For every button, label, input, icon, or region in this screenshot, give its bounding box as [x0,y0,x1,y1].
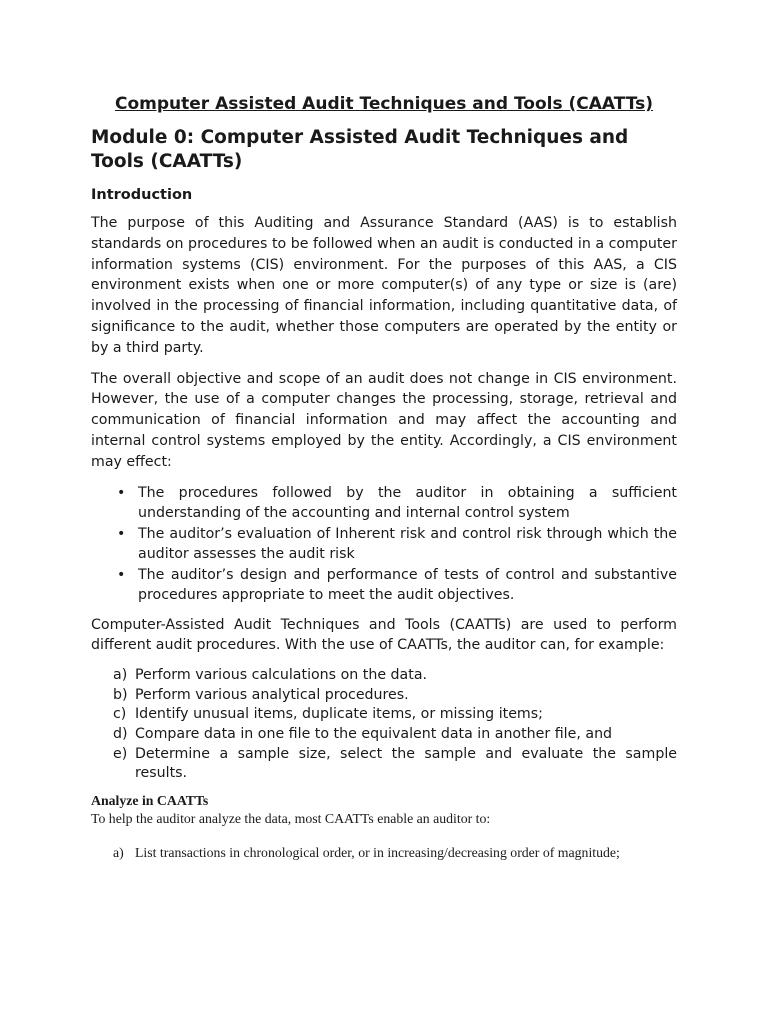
analyze-heading: Analyze in CAATTs [91,792,209,808]
list-item [91,725,677,745]
list-marker: d) [113,725,128,742]
list-item-text: List transactions in chronological order, or in increasing/decreasing order of magnitude; [135,844,620,860]
list-item-text: Identify unusual items, duplicate items, or missing items; [135,706,543,723]
list-item [91,745,677,784]
analyze-intro: To help the auditor analyze the data, most CAATTs enable an auditor to: [91,810,491,826]
list-item-text: The auditor’s evaluation of Inherent risk and control risk through which the auditor assesses the audit risk [138,525,677,563]
list-item-text: Determine a sample size, select the sample and evaluate the sample results. [135,745,677,782]
analyze-section [91,792,677,862]
bullet-icon: • [117,525,126,542]
introduction-heading: Introduction [91,187,193,203]
document-page [91,93,677,862]
cis-effects-list [91,483,677,606]
list-item-text: The procedures followed by the auditor in obtaining a sufficient understanding of the accounting and internal control system [138,484,677,522]
list-item [91,686,677,706]
list-item [91,666,677,686]
list-marker: b) [113,686,128,703]
list-item [91,524,677,565]
analyze-list [91,844,677,862]
caatts-capabilities-list [91,666,677,784]
list-item [91,565,677,606]
list-item [91,705,677,725]
list-item-text: The auditor’s design and performance of tests of control and substantive procedures appropriate to meet the audit objectives. [138,566,677,604]
list-marker: c) [113,706,127,723]
list-item-text: Compare data in one file to the equivalent data in another file, and [135,725,613,742]
introduction-paragraph-1: The purpose of this Auditing and Assurance Standard (AAS) is to establish standards on procedures to be followed when an audit is conducted in a computer information systems (CIS) environment. For the purposes of this AAS, a CIS environment exists when one or more computer(s) of any type or size is (are) involved in the processing of financial information, including quantitative data, of significance to the audit, whether those computers are operated by the entity or by a third party. [91,215,677,356]
list-marker: a) [113,667,128,684]
introduction-paragraph-3: Computer-Assisted Audit Techniques and Tools (CAATTs) are used to perform different audit procedures. With the use of CAATTs, the auditor can, for example: [91,616,677,654]
list-item [91,844,677,862]
introduction-paragraph-2: The overall objective and scope of an audit does not change in CIS environment. However, the use of a computer changes the processing, storage, retrieval and communication of financial information and may affect the accounting and internal control systems employed by the entity. Accordingly, a CIS environment may effect: [91,370,677,470]
list-item-text: Perform various calculations on the data. [135,667,428,684]
bullet-icon: • [117,484,126,501]
list-item [91,483,677,524]
list-marker: a) [113,844,124,860]
bullet-icon: • [117,566,126,583]
list-marker: e) [113,745,128,762]
list-item-text: Perform various analytical procedures. [135,686,409,703]
document-title: Computer Assisted Audit Techniques and Tools (CAATTs) [115,94,653,114]
module-title: Module 0: Computer Assisted Audit Techniques and Tools (CAATTs) [91,127,629,172]
